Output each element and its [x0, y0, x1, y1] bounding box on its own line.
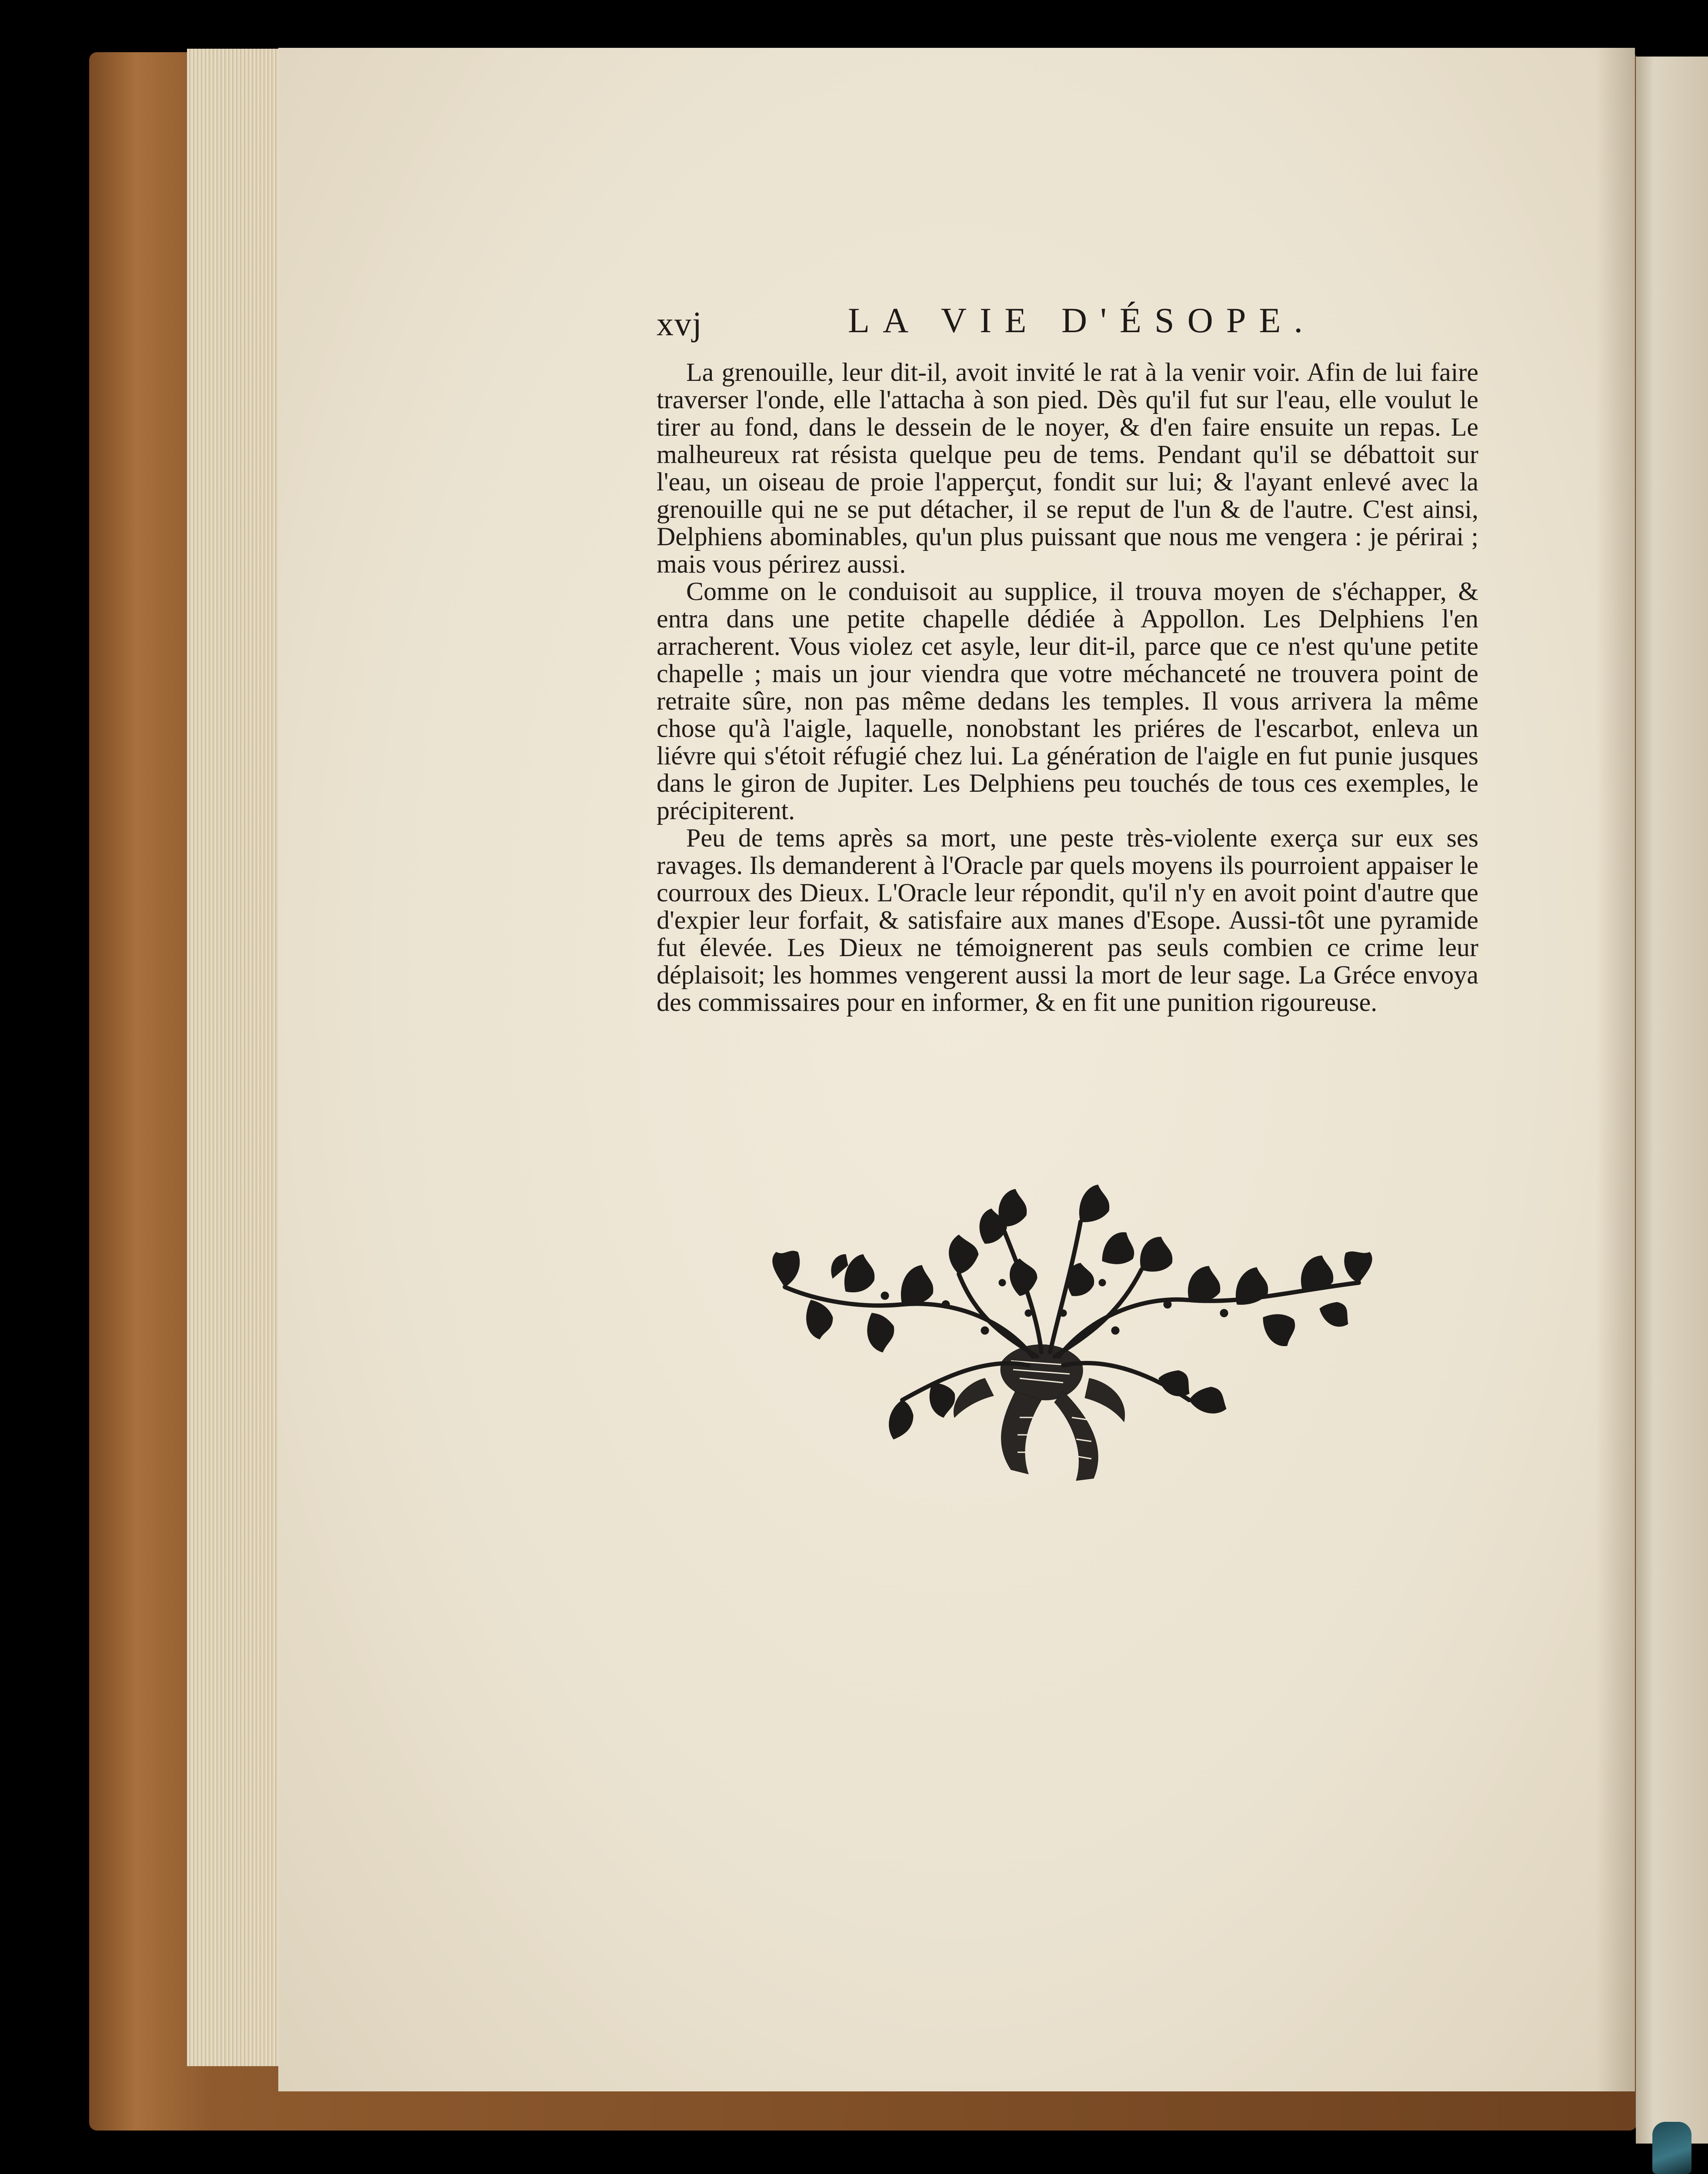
page-edges — [187, 49, 283, 2066]
folio-number: xvj — [657, 305, 703, 343]
oak-leaf-ribbon-tailpiece-icon — [759, 1174, 1381, 1504]
book-page — [278, 48, 1635, 2091]
body-text — [657, 359, 1478, 1016]
paragraph-3: Peu de tems après sa mort, une peste très-violente exerça sur eux ses ravages. Ils demanderent à l'Oracle par quels moyens ils pourroient appaiser le courroux des Dieux. L'Oracle leur répondit, qu'il n'y en avoit point d'autre que d'expier leur forfait, & satisfaire aux manes d'Esope. Aussi-tôt une pyramide fut élevée. Les Dieux ne témoignerent pas seuls combien ce crime leur déplaisoit; les hommes vengerent aussi la mort de leur sage. La Gréce envoya des commissaires pour en informer, & en fit une punition rigoureuse. — [657, 824, 1478, 1017]
ribbon-bookmark — [1652, 2122, 1691, 2174]
running-title: LA VIE D'ÉSOPE. — [848, 300, 1316, 340]
paragraph-2: Comme on le conduisoit au supplice, il trouva moyen de s'échapper, & entra dans une petite chapelle dédiée à Appollon. Les Delphiens l'en arracherent. Vous violez cet asyle, leur dit-il, parce que ce n'est qu'une petite chapelle ; mais un jour viendra que votre méchanceté ne trouvera point de retraite sûre, non pas même dedans les temples. Il vous arrivera la même chose qu'à l'aigle, laquelle, nonobstant les priéres de l'escarbot, enleva un liévre qui s'étoit réfugié chez lui. La génération de l'aigle en fut punie jusques dans le giron de Jupiter. Les Delphiens peu touchés de tous ces exemples, le précipiterent. — [657, 577, 1478, 825]
gutter-shadow — [1596, 48, 1635, 2091]
page-header — [657, 300, 1316, 348]
paragraph-1: La grenouille, leur dit-il, avoit invité le rat à la venir voir. Afin de lui faire traverser l'onde, elle l'attacha à son pied. Dès qu'il fut sur l'eau, elle voulut le tirer au fond, dans le dessein de le noyer, & d'en faire ensuite un repas. Le malheureux rat résista quelque peu de tems. Pendant qu'il se débattoit sur l'eau, un oiseau de proie l'apperçut, fondit sur lui; & l'ayant enlevé avec la grenouille qui ne se put détacher, il se reput de l'un & de l'autre. C'est ainsi, Delphiens abominables, qu'un plus puissant que nous me vengera : je périrai ; mais vous périrez aussi. — [657, 358, 1478, 578]
facing-page-edge — [1636, 57, 1708, 2144]
